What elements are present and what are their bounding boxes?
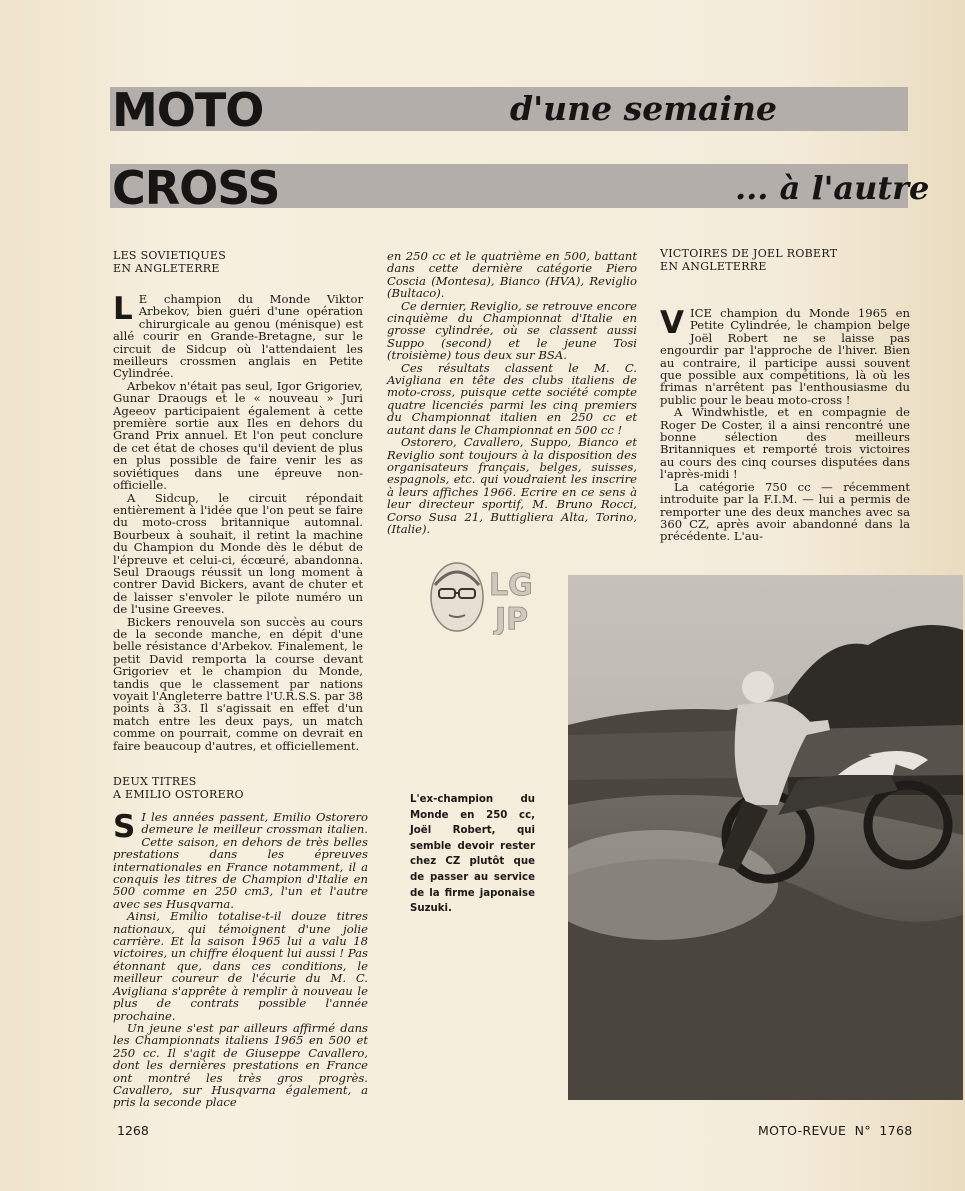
section-heading: EN ANGLETERRE	[113, 261, 220, 275]
column-right	[660, 248, 910, 543]
paragraph: VICE champion du Monde 1965 en Petite Cylindrée, le champion belge Joël Robert ne se laisse pas engourdir par l'approche de l'hiver. Bien au contraire, il participe aussi souvent que possible aux compétitions, là où les frimas n'arrêtent pas l'enthousiasme du public pour le beau moto-cross !	[660, 305, 910, 407]
paragraph: La catégorie 750 cc — récemment introduite par la F.I.M. — lui a permis de remporter une des deux manches avec sa 360 CZ, après avoir abandonné dans la précédente. L'au-	[660, 479, 910, 544]
section-heading: LES SOVIETIQUES	[113, 249, 227, 262]
paragraph: L E champion du Monde Viktor Arbekov, bien guéri d'une opération chirurgicale au genou (ménisque) est allé courir en Grande-Bretagne, sur le circuit de Sidcup où l'attendaient les meilleurs crossmen anglais en Petite Cylindrée.	[113, 291, 363, 381]
paragraph: Ostorero, Cavallero, Suppo, Bianco et Reviglio sont toujours à la disposition des organisateurs français, belges, suisses, espagnols, etc. qui voudraient les inscrire à leurs affiches 1966. Ecrire en ce sens à leur directeur sportif, M. Bruno Rocci, Corso Susa 21, Buttigliera Alta, Torino, (Italie).	[387, 435, 637, 536]
section-heading: VICTOIRES DE JOEL ROBERT	[660, 247, 838, 260]
paragraph: Ces résultats classent le M. C. Avigliana en tête des clubs italiens de moto-cross, puisque cette société compte quatre licenciés parmi les cinq premiers du Championnat italien en 250 cc et autant dans le Championnat en 500 cc !	[387, 360, 637, 437]
section-heading: A EMILIO OSTORERO	[113, 787, 244, 801]
paragraph: Bickers renouvela son succès au cours de la seconde manche, en dépit d'une belle résistance d'Arbekov. Finalement, le petit David remporta la course devant Grigoriev et le champion du Monde, tandis que le classement par nations voyait l'Angleterre battre l'U.R.S.S. par 38 points à 33. Il s'agissait en effet d'un match entre les deux pays, un match comme on pourrait, comme on devrait en faire beaucoup d'autres, et officiellement.	[113, 614, 363, 753]
page-number: 1268	[117, 1123, 149, 1138]
paragraph: A Windwhistle, et en compagnie de Roger De Coster, il a ainsi rencontré une bonne sélection des meilleurs Britanniques et remporté trois victoires au cours des cinq courses disputées dans l'après-midi !	[660, 405, 910, 482]
drop-cap: L	[113, 291, 133, 327]
tagline-other: ... à l'autre	[735, 169, 930, 207]
drop-cap: V	[660, 305, 684, 341]
motocross-photo	[568, 575, 963, 1100]
paragraph: A Sidcup, le circuit répondait entièrement à l'idée que l'on peut se faire du moto-cross britannique automnal. Bourbeux à souhait, il retint la machine du Champion du Monde dès le début de l'épreuve et celui-ci, écœuré, abandonna. Seul Draougs réussit un long moment à contrer David Bickers, avant de chuter et de laisser s'envoler le pilote numéro un de l'usine Greeves.	[113, 490, 363, 617]
watermark-lg: LG	[489, 568, 533, 603]
title-cross: CROSS	[112, 161, 280, 215]
author-portrait	[425, 555, 540, 635]
paragraph: Arbekov n'était pas seul, Igor Grigoriev, Gunar Draougs et le « nouveau » Juri Ageeov participaient également à cette première sortie aux Iles en dehors du Grand Prix annuel. Et l'on peut conclure de cet état de choses qu'il devient de plus en plus possible de faire venir les as soviétiques dans une épreuve non-officielle.	[113, 378, 363, 493]
paragraph: Un jeune s'est par ailleurs affirmé dans les Championnats italiens 1965 en 500 et 250 cc. Il s'agit de Giuseppe Cavallero, dont les dernières prestations en France ont montré les très gros progrès. Cavallero, sur Husqvarna également, a pris la seconde place	[113, 1020, 368, 1110]
column-middle	[387, 250, 637, 535]
paragraph: Ainsi, Emilio totalise-t-il douze titres nationaux, qui témoignent d'une jolie carrière. Et la saison 1965 lui a valu 18 victoires, un chiffre éloquent lui aussi ! Pas étonnant que, dans ces conditions, le meilleur coureur de l'écurie du M. C. Avigliana s'apprête à remplir à nouveau le plus de contrats possible l'année prochaine.	[113, 909, 368, 1023]
drop-cap: S	[113, 809, 136, 845]
magazine-issue: MOTO-REVUE N° 1768	[758, 1123, 913, 1138]
column-left-bottom	[113, 776, 368, 1109]
section-heading: EN ANGLETERRE	[660, 259, 767, 273]
tagline-week: d'une semaine	[510, 89, 778, 128]
title-moto: MOTO	[112, 83, 264, 137]
photo-caption: L'ex-champion du Monde en 250 cc, Joël Robert, qui semble devoir rester chez CZ plutôt que de passer au service de la firme japonaise Suzuki.	[410, 794, 535, 915]
paragraph: en 250 cc et le quatrième en 500, battant dans cette dernière catégorie Piero Coscia (Montesa), Bianco (HVA), Reviglio (Bultaco).	[387, 249, 637, 301]
paragraph: S I les années passent, Emilio Ostorero demeure le meilleur crossman italien. Cette saison, en dehors de très belles prestations dans les épreuves internationales en France notamment, il a conquis les titres de Champion d'Italie en 500 comme en 250 cm3, l'un et l'autre avec ses Husqvarna.	[113, 809, 368, 911]
column-left	[113, 250, 363, 752]
watermark-jp: JP	[495, 602, 529, 635]
section-heading: DEUX TITRES	[113, 775, 197, 788]
paragraph: Ce dernier, Reviglio, se retrouve encore cinquième du Championnat d'Italie en grosse cylindrée, où se classent aussi Suppo (second) et le jeune Tosi (troisième) tous deux sur BSA.	[387, 298, 637, 363]
